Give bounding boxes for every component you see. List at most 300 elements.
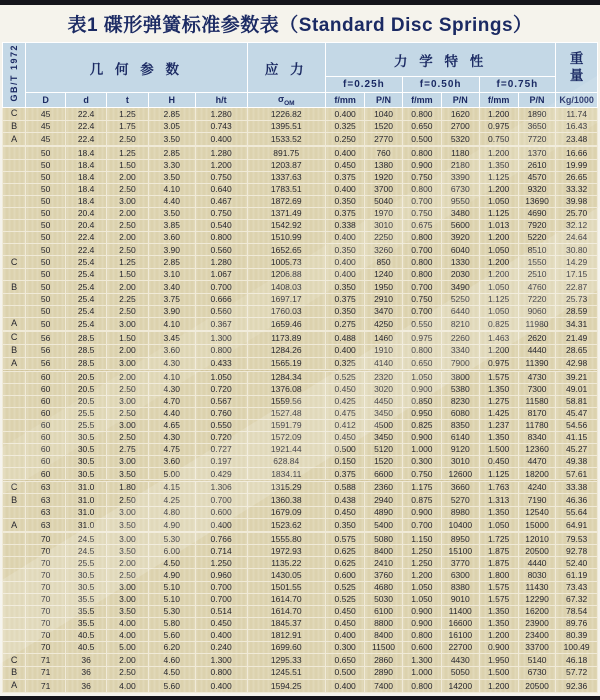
table-row [3,171,598,183]
table-cell: 0.400 [195,519,247,532]
table-cell: 0.375 [326,171,365,183]
table-cell: 1.200 [479,629,518,641]
table-cell: 1.050 [402,593,441,605]
table-cell: 3.75 [148,293,195,305]
table-row [3,444,598,456]
table-cell: 1699.60 [247,642,326,654]
table-cell: 5030 [365,593,402,605]
table-row [3,533,598,545]
table-cell: 6.00 [148,545,195,557]
table-cell: 5.60 [148,679,195,692]
table-cell: 0.800 [402,183,441,195]
table-cell: 0.433 [195,357,247,370]
table-cell: 0.700 [402,195,441,207]
table-cell: 1245.51 [247,666,326,679]
table-cell: 3390 [442,171,479,183]
table-row [3,318,598,331]
table-cell [3,605,26,617]
table-cell: 28.65 [556,344,598,357]
table-cell: 12010 [518,533,555,545]
table-cell [3,305,26,317]
table-cell: 70 [26,605,66,617]
table-cell: 3.60 [148,232,195,244]
table-cell: 3660 [442,481,479,494]
table-cell: 2.75 [107,444,149,456]
table-cell: 1659.46 [247,318,326,331]
table-cell: 1.200 [479,269,518,281]
table-cell: 0.425 [326,395,365,407]
table-cell: 4.50 [148,666,195,679]
table-cell: 0.250 [326,133,365,146]
table-cell: 0.300 [402,456,441,468]
table-cell: 0.338 [326,220,365,232]
table-cell: 3.05 [148,120,195,133]
table-row [3,293,598,305]
header-group-row [3,43,598,77]
table-cell: 8980 [442,507,479,519]
table-cell: 5320 [442,133,479,146]
table-cell: 6040 [442,244,479,256]
table-cell: 40.5 [66,629,107,641]
table-cell: 1395.51 [247,120,326,133]
table-cell: 5400 [365,519,402,532]
table-cell: 3.50 [148,207,195,219]
table-cell: 3010 [442,456,479,468]
table-row [3,305,598,317]
table-cell: 0.800 [402,269,441,281]
table-cell: 0.438 [326,494,365,507]
table-cell: 34.31 [556,318,598,331]
table-cell: 63 [26,494,66,507]
table-cell: 0.825 [402,419,441,431]
table-cell: 4.15 [148,481,195,494]
table-cell: 1.050 [479,244,518,256]
table-cell: 1376.08 [247,383,326,395]
table-cell: 0.450 [326,159,365,171]
table-cell: 3.00 [107,507,149,519]
table-cell: 30.5 [66,456,107,468]
table-cell: 1783.51 [247,183,326,195]
table-cell: 0.475 [326,407,365,419]
table-cell: 9010 [442,593,479,605]
table-cell: 0.800 [195,232,247,244]
table-cell: 0.350 [326,305,365,317]
table-cell: 1.200 [479,108,518,121]
table-cell: 2.50 [107,220,149,232]
table-cell: 1520 [365,456,402,468]
table-cell: 25.4 [66,256,107,269]
header-weight [556,43,598,93]
table-cell: 1591.79 [247,419,326,431]
table-cell: 0.375 [326,468,365,480]
table-cell: 30.5 [66,444,107,456]
table-cell: 0.650 [402,120,441,133]
table-cell: 2.00 [107,654,149,667]
table-cell: 1.350 [479,383,518,395]
table-row [3,207,598,219]
table-cell: 1921.44 [247,444,326,456]
table-cell: 1135.22 [247,557,326,569]
table-cell: 7220 [518,293,555,305]
col-f-mm-3: f/mm [479,93,518,108]
table-cell: 45 [26,108,66,121]
table-row [3,432,598,444]
table-cell: 25.4 [66,305,107,317]
table-cell: B [3,344,26,357]
table-cell: 6730 [442,183,479,195]
table-cell: 3.00 [107,419,149,431]
table-cell: 7900 [442,357,479,370]
table-cell: 2.85 [148,147,195,159]
table-cell: 6730 [518,666,555,679]
table-cell: 18.4 [66,171,107,183]
table-cell: 0.900 [402,617,441,629]
table-cell: 0.450 [326,605,365,617]
table-cell: 0.700 [195,281,247,294]
table-cell: 31.0 [66,494,107,507]
table-cell: 45 [26,133,66,146]
table-cell: 1284.34 [247,371,326,383]
table-cell: 0.525 [326,593,365,605]
table-cell: 2.50 [107,133,149,146]
table-cell: 0.540 [195,220,247,232]
table-cell: 0.550 [402,318,441,331]
table-cell: 31.0 [66,507,107,519]
table-cell: 50 [26,293,66,305]
table-cell: 71 [26,679,66,692]
table-cell: 2860 [365,654,402,667]
table-cell: 5140 [518,654,555,667]
table-cell: 1295.33 [247,654,326,667]
table-cell: 50 [26,305,66,317]
table-cell [3,220,26,232]
table-cell: 45.27 [556,444,598,456]
table-row [3,195,598,207]
table-cell: 8510 [518,244,555,256]
table-cell: 8800 [365,617,402,629]
table-cell: 1.25 [107,147,149,159]
table-cell: 16.43 [556,120,598,133]
table-cell: 15000 [518,519,555,532]
table-cell: 1360.38 [247,494,326,507]
table-row [3,507,598,519]
table-cell: 3.00 [107,357,149,370]
table-cell: 0.400 [326,344,365,357]
table-cell: 4.10 [148,183,195,195]
table-cell: 2940 [365,494,402,507]
table-cell: 4.00 [107,617,149,629]
table-cell: 10400 [442,519,479,532]
table-cell: 30.5 [66,468,107,480]
table-cell: 50 [26,171,66,183]
table-cell: 2.00 [107,207,149,219]
table-cell: 5080 [365,533,402,545]
table-cell: 0.600 [326,569,365,581]
table-row [3,120,598,133]
table-cell: 1.306 [195,481,247,494]
table-cell: 1.300 [402,654,441,667]
table-cell: 60 [26,419,66,431]
table-cell: 7720 [518,133,555,146]
table-cell: 55.64 [556,507,598,519]
table-cell: 0.600 [402,642,441,654]
table-cell: 3.60 [148,344,195,357]
table-cell: 0.650 [402,357,441,370]
header-geometry: 几 何 参 数 [26,43,247,93]
table-cell: 33.38 [556,481,598,494]
table-cell: 30.80 [556,244,598,256]
table-cell: 8230 [442,395,479,407]
table-cell: 4.60 [148,654,195,667]
table-cell: 2.85 [148,108,195,121]
table-cell: 16.66 [556,147,598,159]
table-cell: B [3,666,26,679]
table-cell: A [3,133,26,146]
table-row [3,605,598,617]
table-cell: 11780 [518,419,555,431]
table-cell: 5380 [442,383,479,395]
table-cell: 1.250 [195,557,247,569]
table-row [3,629,598,641]
table-cell: 0.350 [326,281,365,294]
table-cell: 2.50 [107,569,149,581]
table-cell: 60 [26,395,66,407]
table-cell: 8380 [442,581,479,593]
table-cell: 32.12 [556,220,598,232]
table-cell: 0.560 [195,305,247,317]
table-cell: 60 [26,407,66,419]
table-cell: 8400 [365,629,402,641]
table-cell: 1652.65 [247,244,326,256]
table-cell: 71 [26,666,66,679]
table-cell: 2890 [365,666,402,679]
table-cell: 1.80 [107,481,149,494]
table-cell: 0.975 [479,357,518,370]
table-cell: 70 [26,581,66,593]
table-cell: 1337.63 [247,171,326,183]
table-cell: 11400 [442,605,479,617]
table-cell: 6600 [365,468,402,480]
table-row [3,642,598,654]
table-cell: 5.00 [107,642,149,654]
table-row [3,383,598,395]
table-cell: 20.4 [66,220,107,232]
table-cell: 4.40 [148,195,195,207]
table-cell: 7400 [365,679,402,692]
table-cell: 45 [26,120,66,133]
table-cell: 0.325 [326,120,365,133]
table-cell: 2620 [518,332,555,345]
table-cell: 3450 [365,432,402,444]
table-cell: 0.800 [402,679,441,692]
table-cell: 1.200 [479,344,518,357]
table-cell: 2.50 [107,244,149,256]
table-cell: 0.567 [195,395,247,407]
table-cell: 0.150 [326,456,365,468]
table-cell: 60 [26,432,66,444]
header-weight-line2: 量 [569,67,584,83]
table-cell: 0.588 [326,481,365,494]
table-cell: 36 [66,679,107,692]
table-cell: 8950 [442,533,479,545]
table-row [3,344,598,357]
table-cell: 1.50 [107,332,149,345]
table-cell: 24.64 [556,232,598,244]
table-cell: 1.575 [479,371,518,383]
table-cell: 60 [26,456,66,468]
table-cell: 63 [26,507,66,519]
table-cell [3,456,26,468]
table-cell: 2260 [442,332,479,345]
table-cell: 1533.52 [247,133,326,146]
table-cell: 0.400 [326,147,365,159]
table-cell: 92.36 [556,679,598,692]
table-cell: 25.5 [66,557,107,569]
table-cell: 2.25 [107,293,149,305]
table-cell: 0.550 [195,419,247,431]
table-cell: 22.87 [556,281,598,294]
table-cell: 22.4 [66,244,107,256]
table-cell: 0.525 [326,371,365,383]
table-cell: 25.73 [556,293,598,305]
table-cell: 1.350 [479,605,518,617]
table-cell: 5270 [442,494,479,507]
table-cell: 1.067 [195,269,247,281]
table-cell: 11390 [518,357,555,370]
table-cell: 2410 [365,557,402,569]
table-cell: 1240 [365,269,402,281]
table-cell: 42.98 [556,357,598,370]
table-cell: 0.375 [326,207,365,219]
table-cell: 0.766 [195,533,247,545]
table-cell: 25.4 [66,269,107,281]
table-cell: 1.050 [479,195,518,207]
table-cell: 3.50 [148,171,195,183]
table-row [3,494,598,507]
header-stress: 应 力 [247,43,326,93]
col-d: d [66,93,107,108]
table-cell: 57.61 [556,468,598,480]
table-cell: 1.500 [479,444,518,456]
table-cell: 1.350 [479,507,518,519]
table-cell: 3.50 [107,519,149,532]
table-row [3,557,598,569]
table-cell [3,557,26,569]
table-cell: 0.750 [402,171,441,183]
table-cell [3,371,26,383]
table-cell: 4680 [365,581,402,593]
table-cell: 0.450 [326,507,365,519]
table-cell: 41.15 [556,432,598,444]
table-cell: 3.90 [148,244,195,256]
table-cell: 1408.03 [247,281,326,294]
table-cell: 1614.70 [247,593,326,605]
table-cell: 0.400 [326,108,365,121]
table-cell: 3920 [442,232,479,244]
col-p-n-1: P/N [365,93,402,108]
table-cell: 57.72 [556,666,598,679]
table-cell: 2.00 [107,557,149,569]
table-cell: 1.50 [107,159,149,171]
table-cell: 8340 [518,432,555,444]
table-cell: 58.81 [556,395,598,407]
table-cell: B [3,120,26,133]
table-cell: 1510.99 [247,232,326,244]
table-cell: 0.750 [402,468,441,480]
table-cell: 1.150 [402,533,441,545]
table-cell: 78.54 [556,605,598,617]
table-cell: 36 [66,666,107,679]
table-cell: 4.50 [148,557,195,569]
table-cell: 11500 [365,642,402,654]
table-cell: 2610 [518,159,555,171]
table-cell: 22.4 [66,120,107,133]
table-cell: 25.70 [556,207,598,219]
table-cell: 0.400 [326,679,365,692]
table-cell: 6440 [442,305,479,317]
table-cell: 31.0 [66,481,107,494]
table-cell: 52.40 [556,557,598,569]
table-cell: 12360 [518,444,555,456]
table-cell: 1.425 [479,407,518,419]
table-cell: 2.00 [107,344,149,357]
table-cell: 0.800 [402,629,441,641]
table-cell: 12600 [442,468,479,480]
table-cell: 1371.49 [247,207,326,219]
table-cell: 49.01 [556,383,598,395]
table-cell: 0.367 [195,318,247,331]
table-cell [3,293,26,305]
table-cell: 1.000 [402,666,441,679]
table-cell: 18.4 [66,159,107,171]
table-row [3,654,598,667]
table-cell: 30.5 [66,432,107,444]
table-cell: 50 [26,207,66,219]
table-cell: 0.950 [402,407,441,419]
table-cell: 60 [26,383,66,395]
table-cell: 4890 [365,507,402,519]
table-row [3,569,598,581]
table-row [3,593,598,605]
table-cell: 1.200 [479,232,518,244]
table-cell: 1620 [442,108,479,121]
table-cell: 11580 [518,395,555,407]
table-cell: 0.720 [195,432,247,444]
table-cell: 3.10 [148,269,195,281]
table-cell: 23900 [518,617,555,629]
table-cell: 20.5 [66,383,107,395]
table-cell: 1.300 [195,654,247,667]
table-cell: 0.400 [326,232,365,244]
header-mechanical: 力 学 特 性 [326,43,556,77]
table-cell: 1.25 [107,108,149,121]
table-cell: 1.200 [479,256,518,269]
table-cell: 1.50 [107,269,149,281]
table-cell [3,147,26,159]
table-cell [3,383,26,395]
table-cell: 0.300 [326,642,365,654]
table-cell: 0.700 [402,244,441,256]
table-cell: 14200 [442,679,479,692]
table-cell: 0.750 [479,133,518,146]
table-cell: 3.00 [107,533,149,545]
table-cell: 850 [365,256,402,269]
table-cell: 0.700 [402,281,441,294]
table-cell: 0.275 [326,318,365,331]
table-row [3,108,598,121]
table-cell: 3010 [365,220,402,232]
table-cell: 0.325 [326,357,365,370]
